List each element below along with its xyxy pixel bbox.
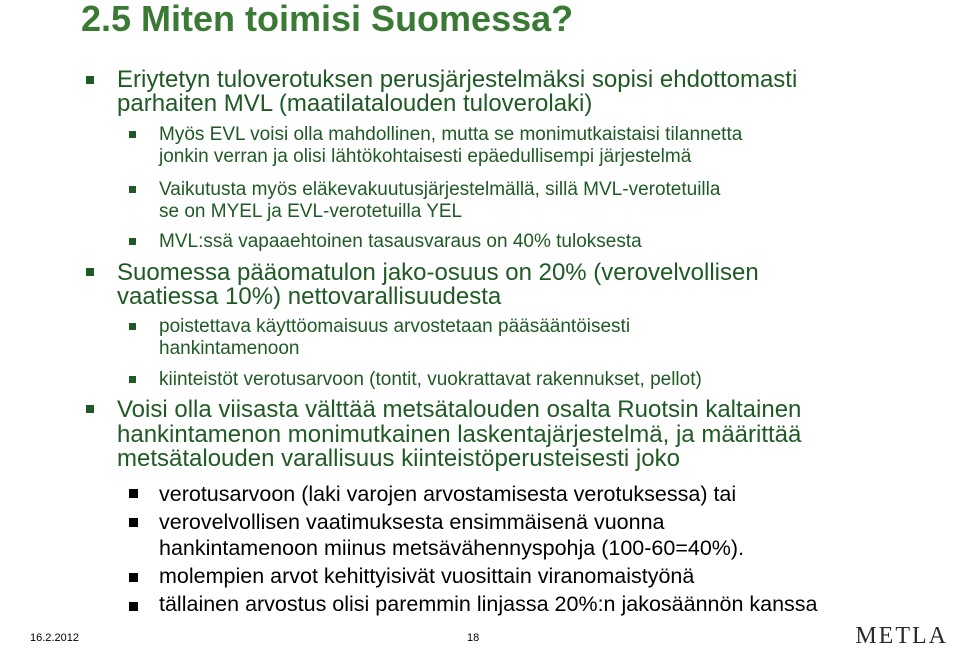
bullet-icon	[129, 131, 136, 138]
bullet-item: Eriytetyn tuloverotuksen perusjärjestelmäksi sopisi ehdottomasti parhaiten MVL (maatilatalouden tuloverolaki)	[117, 66, 798, 117]
bullet-icon	[86, 268, 94, 276]
bullet-item: Myös EVL voisi olla mahdollinen, mutta se monimutkaistaisi tilannetta jonkin verran ja olisi lähtökohtaisesti epäedullisempi järjestelmä	[159, 124, 743, 167]
bullet-item: verotusarvoon (laki varojen arvostamisesta verotuksessa) tai	[159, 482, 737, 506]
metla-logo: METLA	[855, 623, 948, 649]
bullet-item: Vaikutusta myös eläkevakuutusjärjestelmällä, sillä MVL-verotetuilla se on MYEL ja EVL-verotetuilla YEL	[159, 179, 721, 222]
bullet-icon	[129, 602, 138, 611]
slide-title: 2.5 Miten toimisi Suomessa?	[81, 0, 574, 39]
bullet-icon	[129, 489, 138, 498]
bullet-item: Suomessa pääomatulon jako-osuus on 20% (verovelvollisen vaatiessa 10%) nettovarallisuudesta	[117, 259, 759, 310]
bullet-icon	[129, 238, 136, 245]
bullet-item: tällainen arvostus olisi paremmin linjassa 20%:n jakosäännön kanssa	[159, 592, 818, 616]
bullet-item: MVL:ssä vapaaehtoinen tasausvaraus on 40% tuloksesta	[159, 231, 642, 252]
bullet-item: molempien arvot kehittyisivät vuosittain viranomaistyönä	[159, 564, 695, 588]
bullet-icon	[129, 376, 136, 383]
bullet-icon	[129, 573, 138, 582]
bullet-icon	[129, 518, 138, 527]
bullet-item: Voisi olla viisasta välttää metsätalouden osalta Ruotsin kaltainen hankintamenon monimutkainen laskentajärjestelmä, ja määrittää metsätalouden varallisuus kiinteistöperusteisesti joko	[117, 396, 802, 472]
bullet-item: verovelvollisen vaatimuksesta ensimmäisenä vuonna hankintamenoon miinus metsävähennyspohja (100-60=40%).	[159, 510, 745, 560]
bullet-item: poistettava käyttöomaisuus arvostetaan pääsääntöisesti hankintamenoon	[159, 316, 631, 359]
footer-date: 16.2.2012	[30, 632, 79, 644]
bullet-icon	[86, 405, 94, 413]
bullet-item: kiinteistöt verotusarvoon (tontit, vuokrattavat rakennukset, pellot)	[159, 369, 702, 390]
bullet-icon	[129, 323, 136, 330]
bullet-icon	[129, 186, 136, 193]
bullet-icon	[86, 76, 94, 84]
page-number: 18	[467, 632, 480, 644]
